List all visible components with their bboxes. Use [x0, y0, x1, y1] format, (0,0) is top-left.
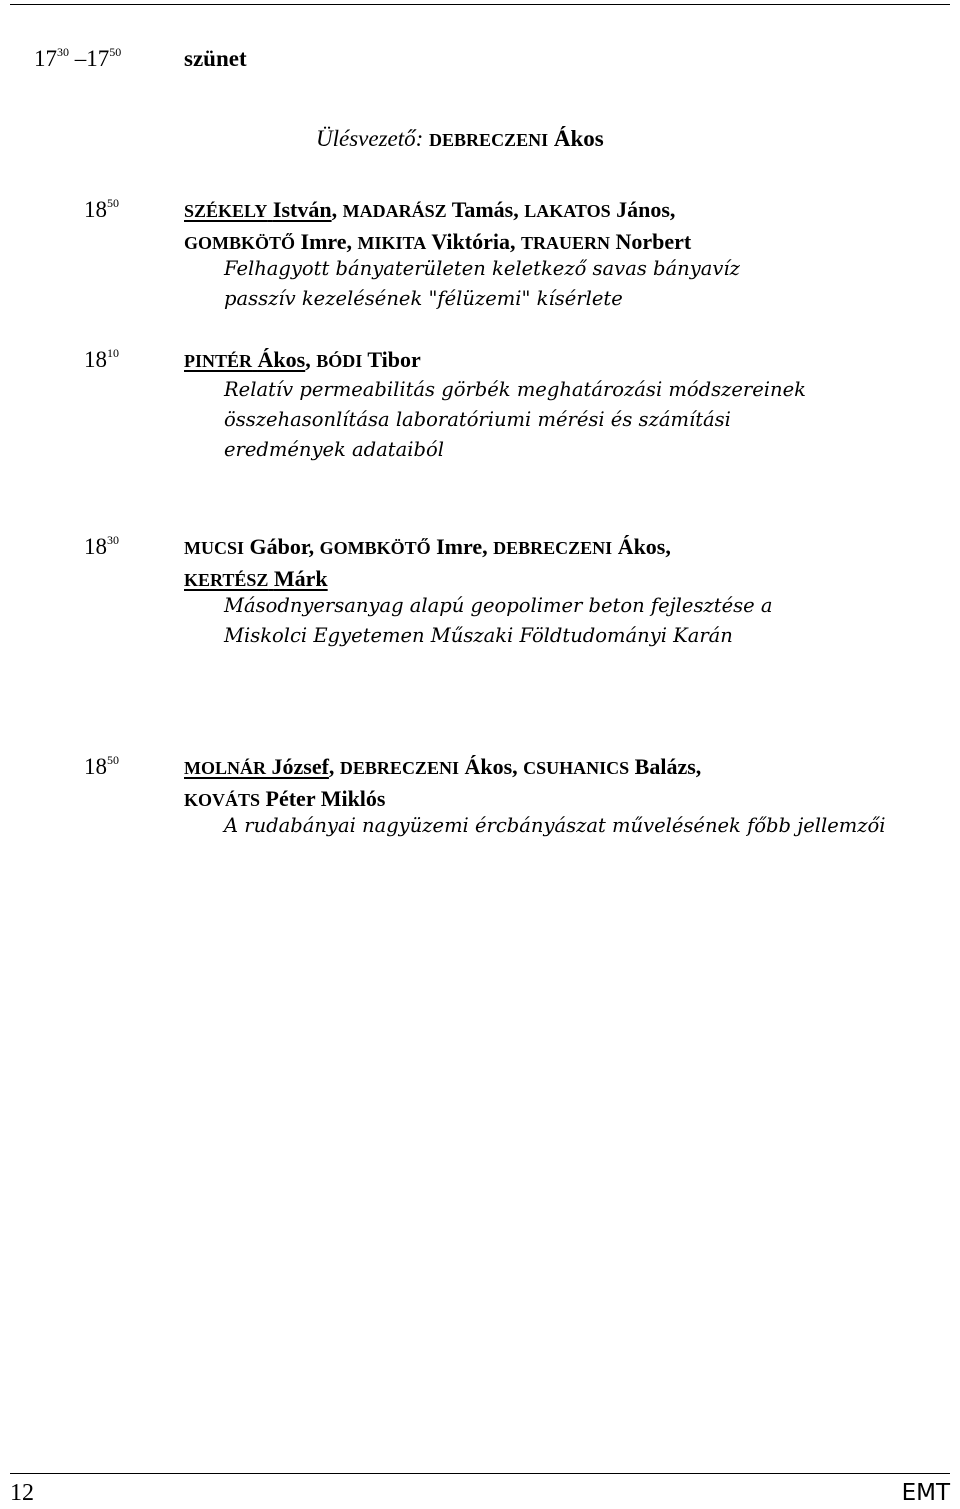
- talk-time: $18^{10}$: [84, 346, 119, 372]
- talk-time: $18^{50}$: [84, 196, 119, 222]
- presenter-name: MOLNÁR József: [184, 754, 329, 779]
- page-number: 12: [10, 1480, 34, 1506]
- presenter-name: SZÉKELY István: [184, 197, 332, 222]
- talk-authors: MOLNÁR József, DEBRECZENI Ákos, CSUHANICS Balázs, KOVÁTS Péter Miklós: [184, 754, 702, 811]
- presenter-name: PINTÉR Ákos: [184, 347, 306, 372]
- talk-title: Relatív permeabilitás görbék meghatározási módszereinek összehasonlítása laboratóriumi mérési és számítási eredmények adataiból: [224, 378, 806, 461]
- break-time: $17^{30}$ $-17^{50}$: [34, 45, 122, 71]
- chair-name: DEBRECZENI Ákos: [429, 126, 604, 151]
- talk-title: A rudabányai nagyüzemi ércbányászat művelésének főbb jellemzői: [224, 814, 886, 837]
- talk-authors: SZÉKELY István, MADARÁSZ Tamás, LAKATOS János, GOMBKÖTŐ Imre, MIKITA Viktória, TRAUERN Norbert: [184, 197, 692, 254]
- talk-time: $18^{30}$: [84, 533, 119, 559]
- footer-org: EMT: [901, 1480, 950, 1506]
- chair-label: Ülésvezető:: [316, 126, 424, 151]
- talk-title: Felhagyott bányaterületen keletkező savas bányavíz passzív kezelésének "félüzemi" kísérlete: [224, 257, 740, 310]
- talk-time: $18^{50}$: [84, 753, 119, 779]
- talk-authors: PINTÉR Ákos, BÓDI Tibor: [184, 347, 421, 372]
- talk-authors: MUCSI Gábor, GOMBKÖTŐ Imre, DEBRECZENI Ákos, KERTÉSZ Márk: [184, 534, 671, 591]
- break-label: szünet: [184, 46, 247, 71]
- talk-title: Másodnyersanyag alapú geopolimer beton fejlesztése a Miskolci Egyetemen Műszaki Földtudományi Karán: [224, 594, 773, 647]
- presenter-name: KERTÉSZ Márk: [184, 565, 328, 591]
- session-chair: [316, 124, 604, 155]
- top-rule: [10, 4, 950, 5]
- bottom-rule: [10, 1473, 950, 1474]
